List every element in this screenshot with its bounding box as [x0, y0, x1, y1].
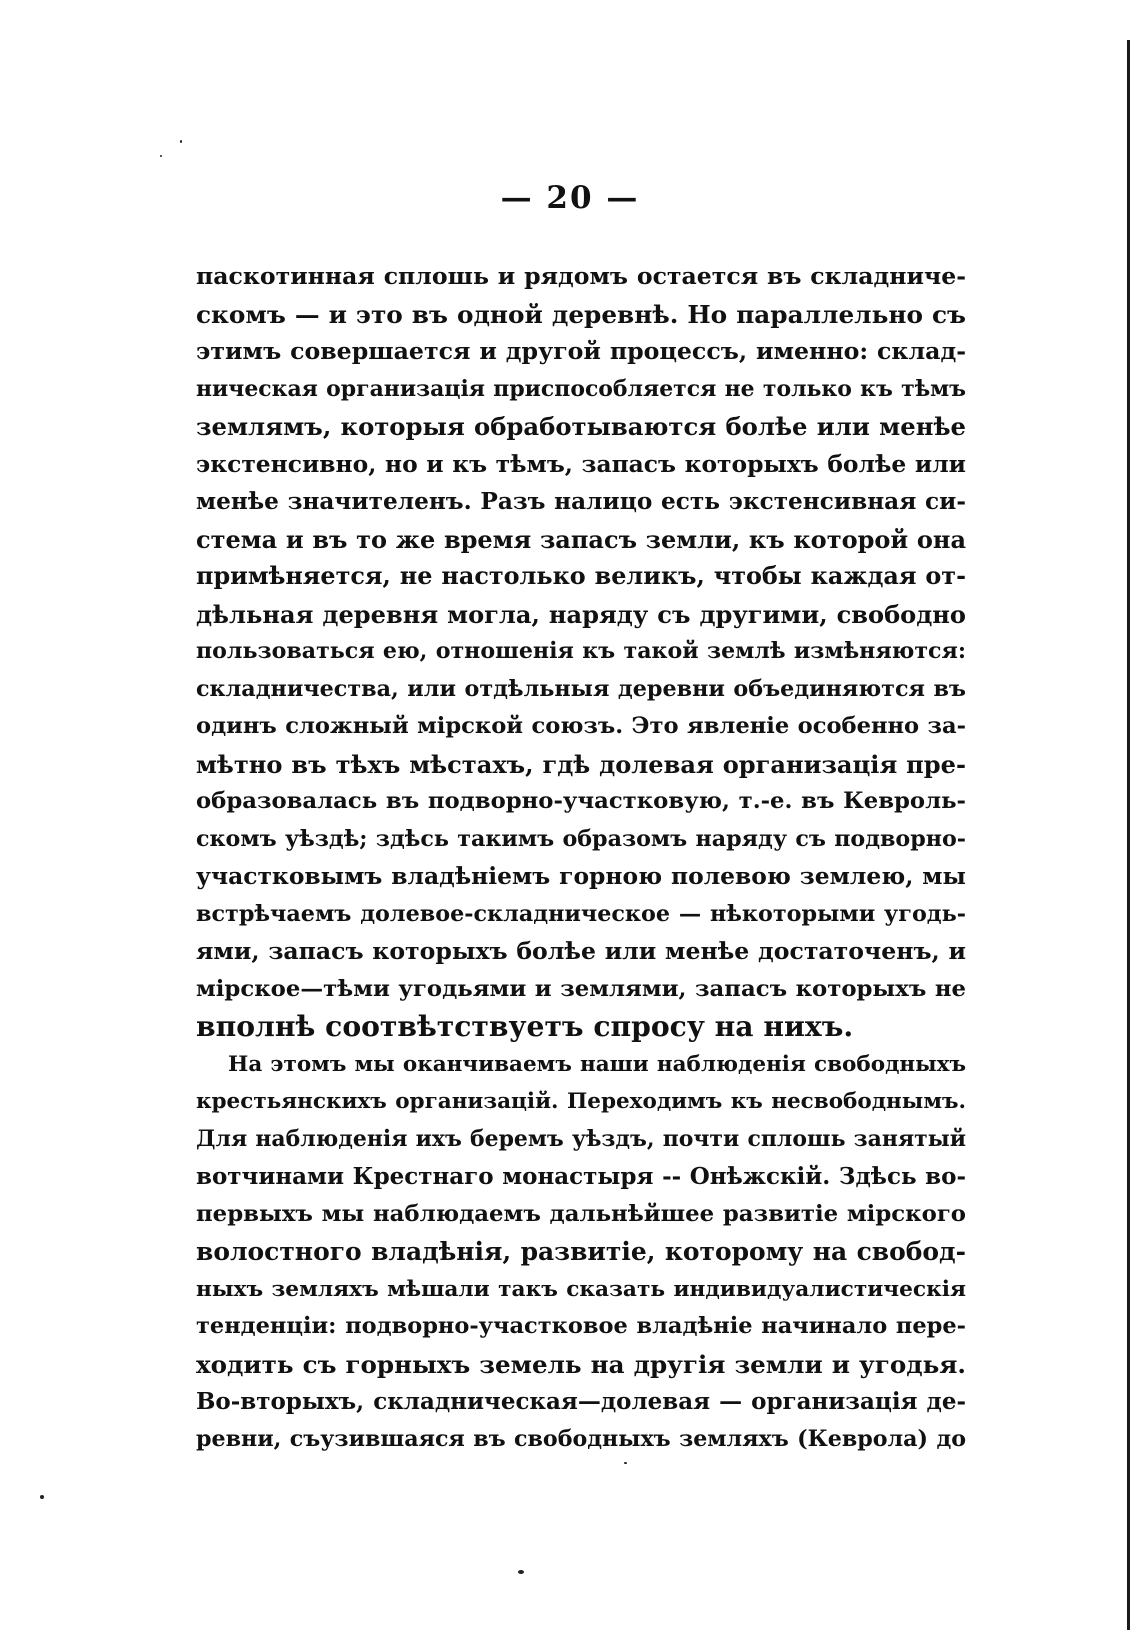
text-line: дѣльная деревня могла, наряду съ другими, свободно: [196, 599, 966, 629]
text-line: стема и въ то же время запасъ земли, къ которой она: [196, 524, 966, 554]
text-line: скомъ — и это въ одной деревнѣ. Но параллельно съ: [196, 299, 966, 329]
scan-speck: [518, 1570, 524, 1574]
text-line: На этомъ мы оканчиваемъ наши наблюденія свободныхъ: [228, 1051, 966, 1077]
page-number: — 20 —: [500, 180, 640, 216]
page-edge-line: [1127, 40, 1130, 1630]
paragraph-2: [196, 1046, 966, 1459]
body-text: [196, 258, 966, 1458]
text-line: мѣтно въ тѣхъ мѣстахъ, гдѣ долевая организація пре-: [196, 749, 966, 779]
text-line: ныхъ земляхъ мѣшали такъ сказать индивидуалистическія: [196, 1276, 966, 1302]
text-line: волостного владѣнія, развитіе, которому на свобод-: [196, 1237, 966, 1266]
text-line: вполнѣ соотвѣтствуетъ спросу на нихъ.: [196, 1010, 854, 1043]
text-line: ническая организація приспособляется не только къ тѣмъ: [196, 375, 966, 402]
text-line: первыхъ мы наблюдаемъ дальнѣйшее развитіе мірского: [196, 1200, 966, 1227]
paragraph-1: [196, 258, 966, 1046]
text-line: вотчинами Крестнаго монастыря -- Онѣжскій. Здѣсь во-: [196, 1163, 966, 1190]
text-line: паскотинная сплошь и рядомъ остается въ складниче-: [196, 262, 966, 290]
text-line: мірское—тѣми угодьями и землями, запасъ которыхъ не: [196, 975, 966, 1002]
text-line: складничества, или отдѣльныя деревни объединяются въ: [196, 675, 966, 702]
text-line: землямъ, которыя обработываются болѣе или менѣе: [196, 412, 966, 441]
scan-speck: [160, 155, 162, 157]
text-line: образовалась въ подворно-участковую, т.-е. въ Кевроль-: [196, 788, 966, 814]
text-line: тенденціи: подворно-участковое владѣніе начинало пере-: [196, 1313, 966, 1339]
text-line: экстенсивно, но и къ тѣмъ, запасъ которыхъ болѣе или: [196, 449, 966, 478]
text-line: одинъ сложный мірской союзъ. Это явленіе особенно за-: [196, 713, 966, 739]
text-line: Для наблюденія ихъ беремъ уѣздъ, почти сплошь занятый: [196, 1125, 966, 1152]
text-line: Во-вторыхъ, складническая—долевая — организація де-: [196, 1388, 966, 1415]
text-line: скомъ уѣздѣ; здѣсь такимъ образомъ наряду съ подворно-: [196, 825, 966, 852]
text-line: ходить съ горныхъ земель на другія земли и угодья.: [196, 1349, 966, 1379]
scan-speck: [40, 1495, 44, 1499]
text-line: участковымъ владѣніемъ горною полевою землею, мы: [196, 862, 966, 890]
text-line: крестьянскихъ организацій. Переходимъ къ несвободнымъ.: [196, 1089, 966, 1114]
text-line: ревни, съузившаяся въ свободныхъ земляхъ (Кеврола) до: [196, 1425, 966, 1452]
text-line: менѣе значителенъ. Разъ налицо есть экстенсивная си-: [196, 488, 966, 515]
scan-speck: [624, 1462, 627, 1464]
text-line: примѣняется, не настолько великъ, чтобы каждая от-: [196, 562, 966, 590]
text-line: пользоваться ею, отношенія къ такой землѣ измѣняются:: [196, 638, 966, 664]
text-line: ями, запасъ которыхъ болѣе или менѣе достаточенъ, и: [196, 937, 966, 965]
text-line: встрѣчаемъ долевое-складническое — нѣкоторыми угодь-: [196, 900, 966, 927]
text-line: этимъ совершается и другой процессъ, именно: склад-: [196, 337, 966, 365]
scan-speck: [180, 140, 182, 143]
